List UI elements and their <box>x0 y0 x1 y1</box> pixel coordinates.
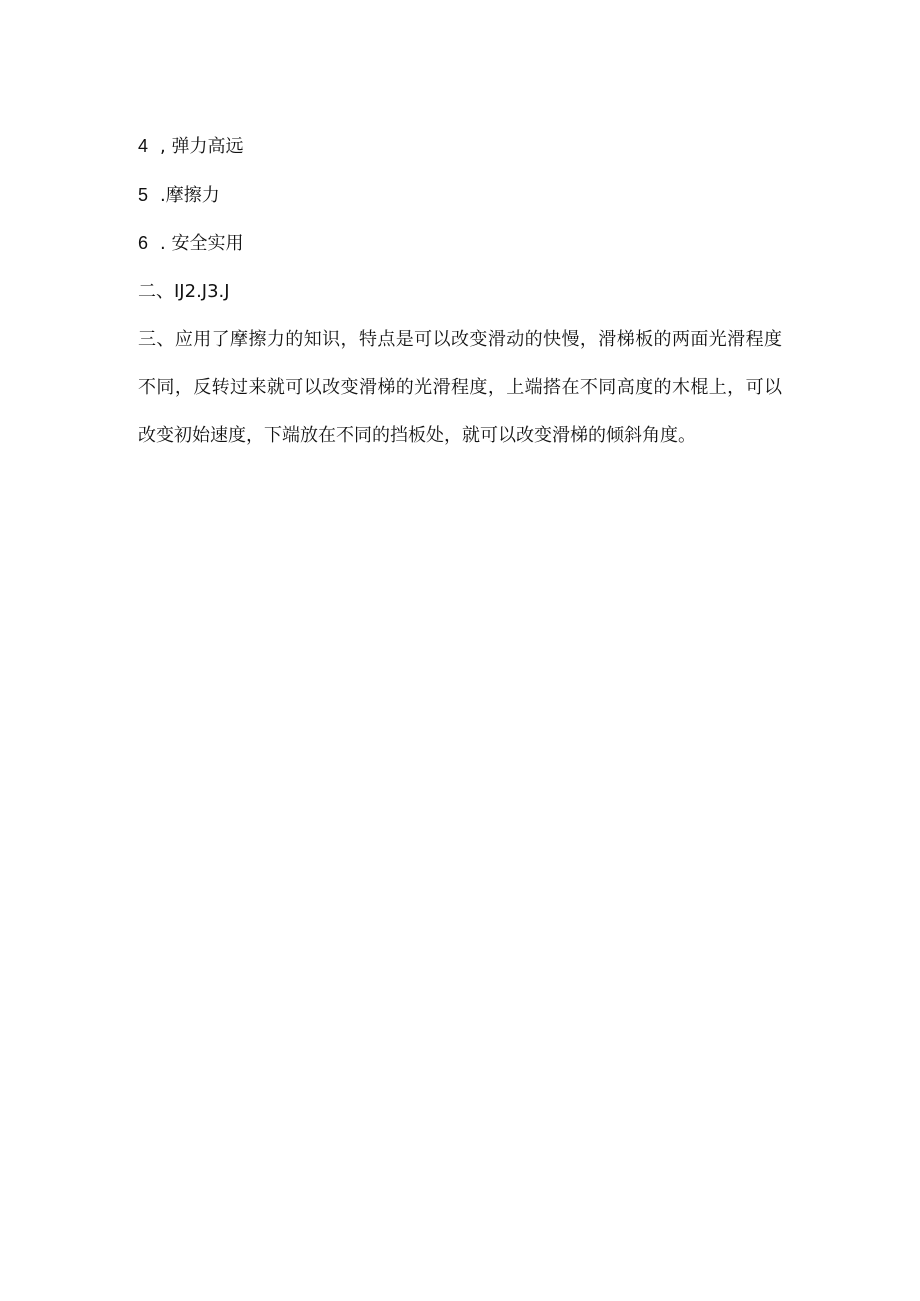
answer-item-6 <box>138 231 243 256</box>
item-text: .摩擦力 <box>160 185 220 206</box>
item-text: , 弹力高远 <box>160 136 244 157</box>
item-number: 5 <box>138 185 149 205</box>
section-2-answer: 二、IJ2.J3.J <box>138 281 230 302</box>
item-number: 4 <box>138 136 149 156</box>
answer-item-5 <box>138 183 220 208</box>
item-number: 6 <box>138 233 149 253</box>
section-3-answer: 三、应用了摩擦力的知识，特点是可以改变滑动的快慢，滑梯板的两面光滑程度不同，反转过来就可以改变滑梯的光滑程度，上端搭在不同高度的木棍上，可以改变初始速度，下端放在不同的挡板处，就可以改变滑梯的倾斜角度。 <box>138 329 782 446</box>
item-text: . 安全实用 <box>160 233 244 254</box>
answer-item-4 <box>138 134 243 159</box>
